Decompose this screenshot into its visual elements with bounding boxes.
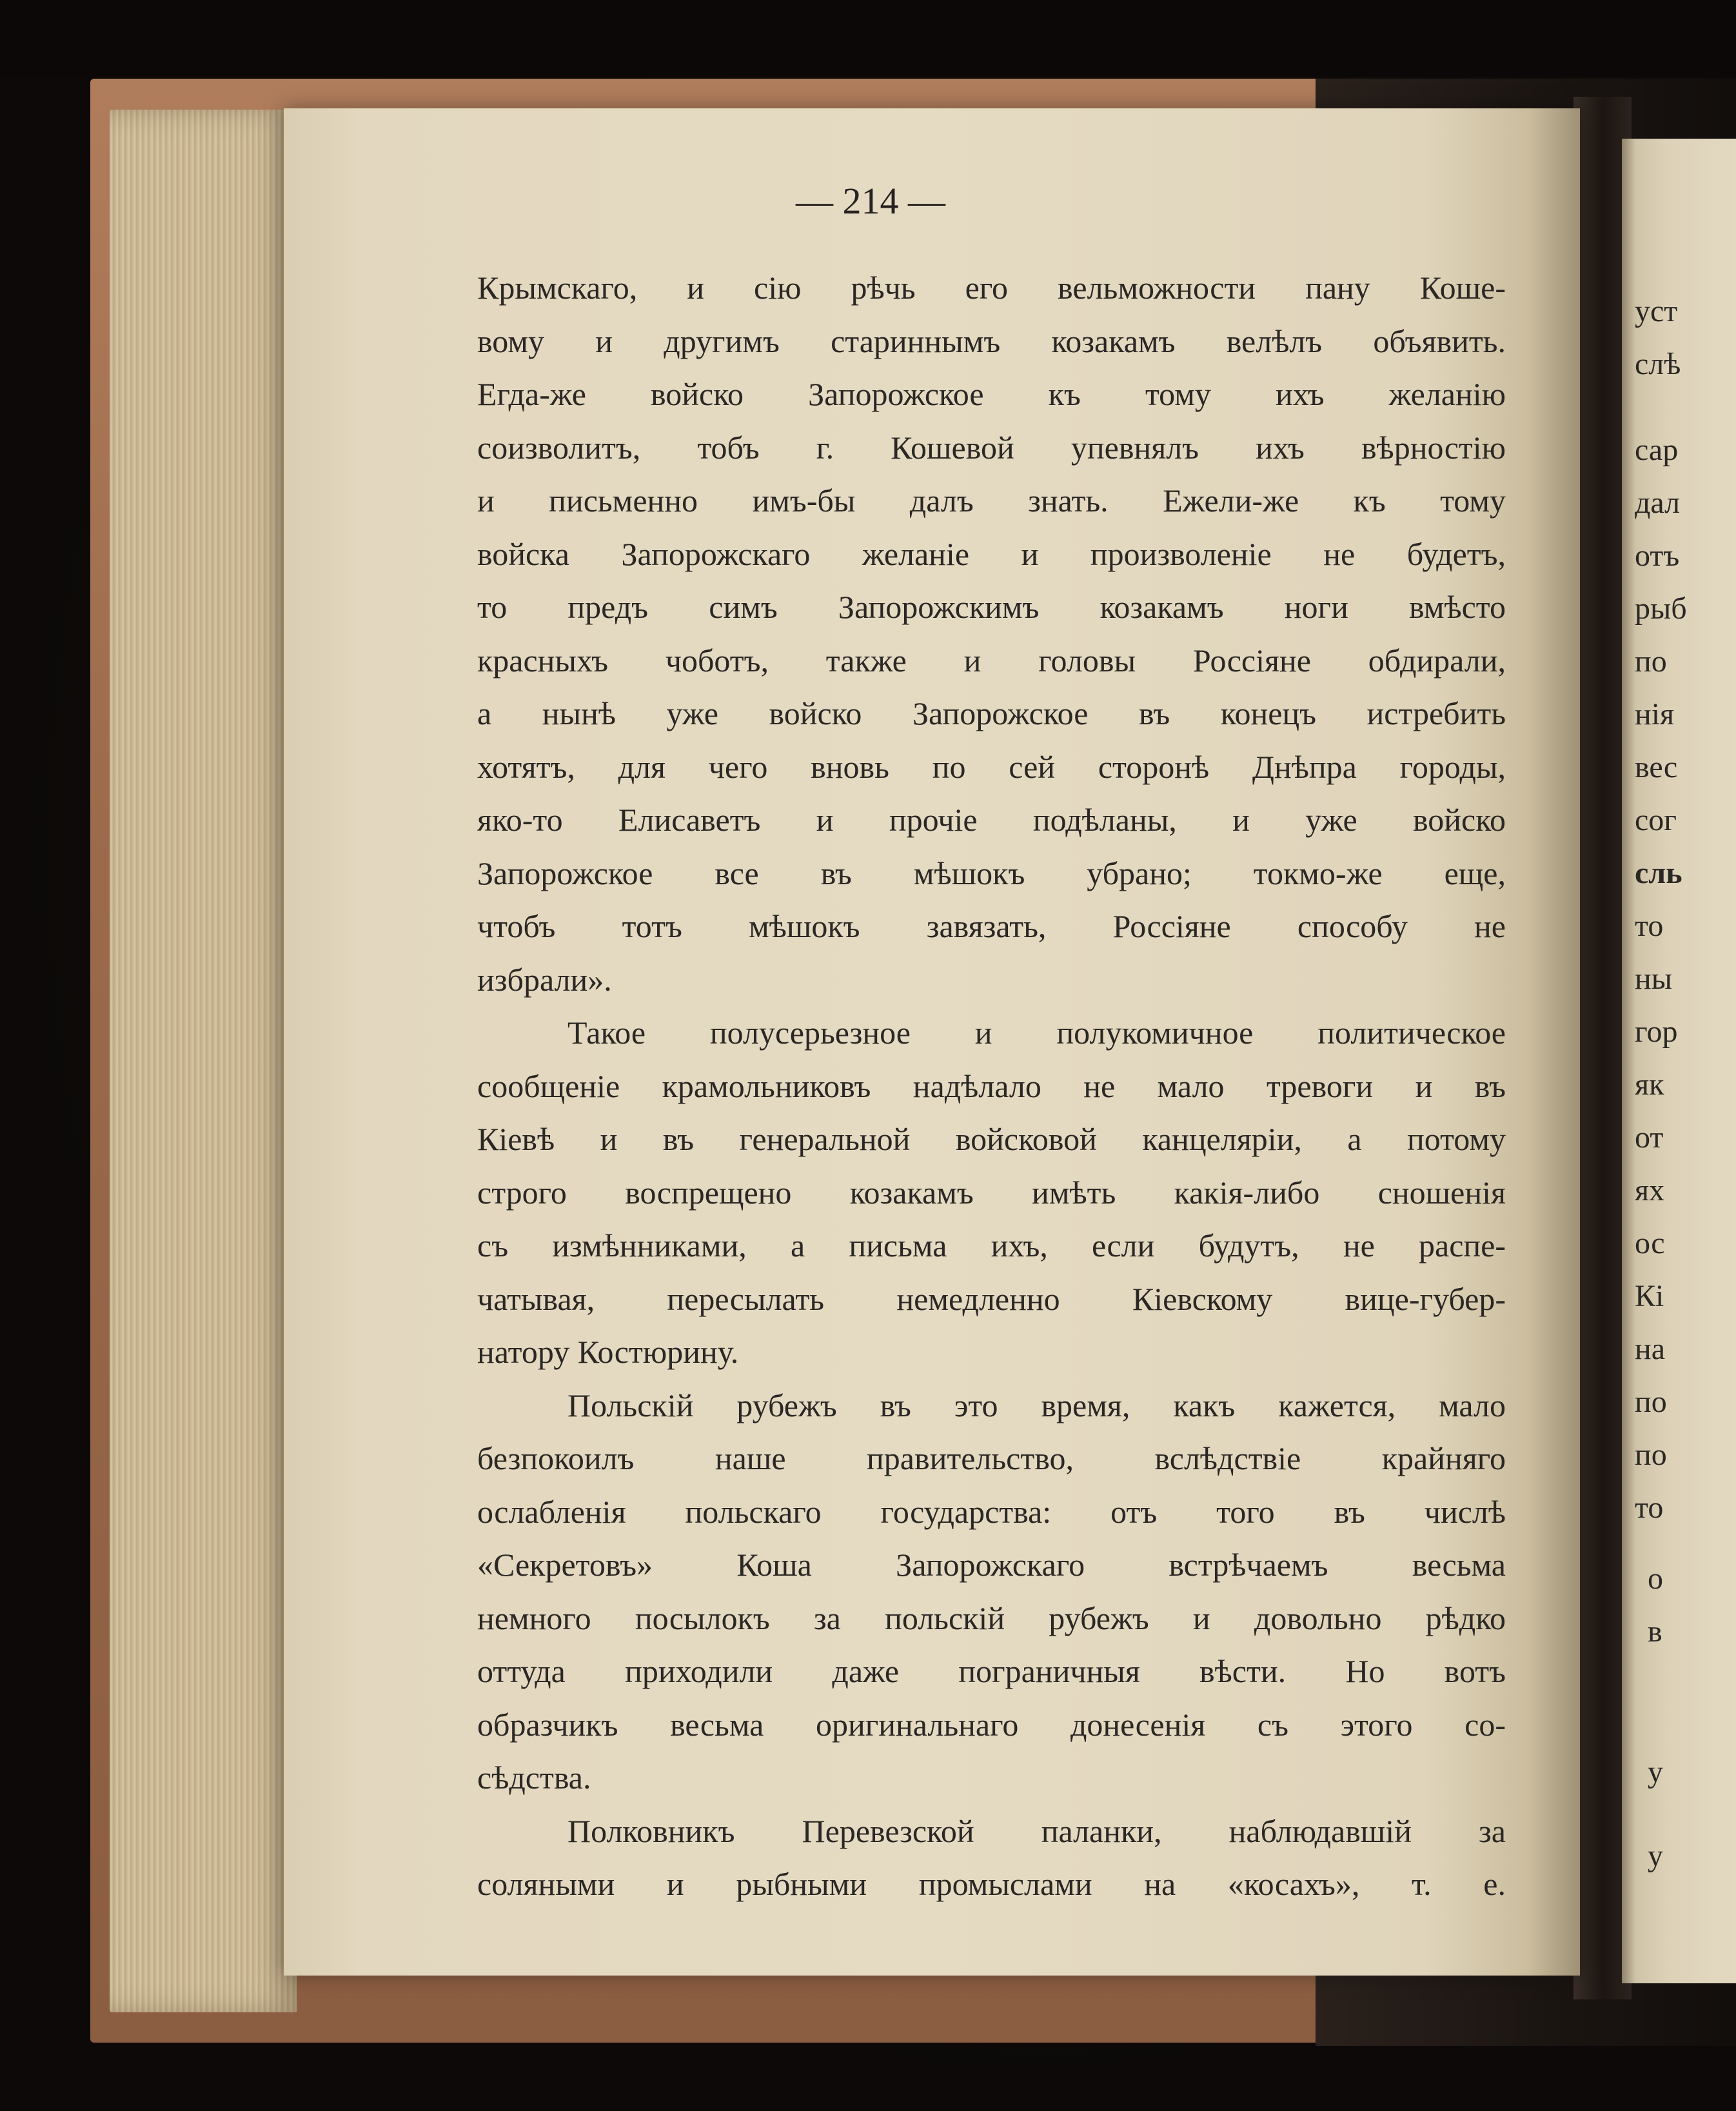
text-line: чатывая, пересылать немедленно Кіевскому вице-губер-: [477, 1280, 1506, 1317]
facing-page-fragment: ос: [1635, 1226, 1665, 1260]
facing-page-fragment: то: [1635, 909, 1664, 943]
text-line: натору Костюрину.: [477, 1334, 739, 1370]
facing-page-fragment: по: [1635, 644, 1667, 679]
background-shadow: [0, 0, 1736, 77]
facing-page-fragment: слѣ: [1635, 347, 1681, 381]
text-line: Запорожское все въ мѣшокъ убрано; токмо-же еще,: [477, 855, 1506, 891]
facing-page-fragment: вес: [1635, 750, 1678, 784]
facing-page-fragment: о: [1648, 1561, 1663, 1596]
facing-page-fragment: у: [1648, 1755, 1663, 1789]
facing-page-fragment: дал: [1635, 486, 1681, 520]
text-line: войска Запорожскаго желаніе и произволеніе не будетъ,: [477, 535, 1506, 572]
facing-page-fragment: сар: [1635, 433, 1679, 467]
facing-page-fragment: гор: [1635, 1015, 1678, 1049]
text-line: сѣдства.: [477, 1759, 591, 1796]
right-page: [1622, 139, 1736, 1983]
text-line: Польскій рубежъ въ это время, какъ кажется, мало: [567, 1387, 1506, 1423]
facing-page-fragment: ях: [1635, 1173, 1665, 1207]
facing-page-fragment: в: [1648, 1614, 1662, 1649]
page-edges: [110, 110, 297, 2012]
text-line: вому и другимъ стариннымъ козакамъ велѣлъ объявить.: [477, 322, 1506, 359]
page-number: — 214 —: [796, 180, 945, 222]
facing-page-fragment: рыб: [1635, 591, 1687, 626]
text-line: оттуда приходили даже пограничныя вѣсти. Но вотъ: [477, 1653, 1506, 1689]
facing-page-fragment: на: [1635, 1332, 1665, 1366]
text-line: образчикъ весьма оригинальнаго донесенія съ этого со-: [477, 1706, 1506, 1743]
page-text: [477, 261, 1506, 1911]
facing-page-fragment: Кі: [1635, 1279, 1664, 1313]
text-line: и письменно имъ-бы далъ знать. Ежели-же къ тому: [477, 482, 1506, 519]
text-line: безпокоилъ наше правительство, вслѣдствіе крайняго: [477, 1440, 1506, 1476]
text-line: ослабленія польскаго государства: отъ того въ числѣ: [477, 1493, 1506, 1530]
facing-page-fragment: по: [1635, 1438, 1667, 1472]
text-line: Кіевѣ и въ генеральной войсковой канцеляріи, а потому: [477, 1121, 1506, 1157]
text-line: съ измѣнниками, а письма ихъ, если будутъ, не распе-: [477, 1227, 1506, 1264]
text-line: красныхъ чоботъ, также и головы Россіяне обдирали,: [477, 642, 1506, 679]
facing-page-fragment: нія: [1635, 697, 1675, 731]
facing-page-fragment: сог: [1635, 803, 1677, 837]
text-line: хотятъ, для чего вновь по сей сторонѣ Днѣпра городы,: [477, 748, 1506, 785]
facing-page-fragment: уст: [1635, 294, 1678, 328]
text-line: избрали».: [477, 961, 612, 998]
facing-page-fragment: то: [1635, 1491, 1664, 1525]
facing-page-fragment: по: [1635, 1385, 1667, 1419]
text-line: Крымскаго, и сію рѣчь его вельможности пану Коше-: [477, 270, 1506, 306]
text-line: Егда-же войско Запорожское къ тому ихъ желанію: [477, 376, 1506, 412]
facing-page-fragment: ны: [1635, 962, 1672, 996]
facing-page-fragment: от: [1635, 1120, 1664, 1155]
text-line: строго воспрещено козакамъ имѣть какія-либо сношенія: [477, 1174, 1506, 1211]
text-line: соляными и рыбными промыслами на «косахъ», т. е.: [477, 1866, 1506, 1902]
text-line: сообщеніе крамольниковъ надѣлало не мало тревоги и въ: [477, 1067, 1506, 1104]
facing-page-fragment: сль: [1635, 856, 1682, 890]
facing-page-fragment: отъ: [1635, 539, 1680, 573]
text-line: соизволитъ, тобъ г. Кошевой упевнялъ ихъ вѣрностію: [477, 429, 1506, 466]
facing-page-fragment: як: [1635, 1067, 1664, 1102]
text-line: немного посылокъ за польскій рубежъ и довольно рѣдко: [477, 1600, 1506, 1636]
text-line: чтобъ тотъ мѣшокъ завязать, Россіяне способу не: [477, 908, 1506, 944]
text-line: то предъ симъ Запорожскимъ козакамъ ноги вмѣсто: [477, 589, 1506, 625]
text-line: «Секретовъ» Коша Запорожскаго встрѣчаемъ весьма: [477, 1547, 1506, 1583]
text-line: Такое полусерьезное и полукомичное политическое: [567, 1015, 1506, 1051]
text-line: яко-то Елисаветъ и прочіе подѣланы, и уже войско: [477, 802, 1506, 838]
text-line: а нынѣ уже войско Запорожское въ конецъ истребить: [477, 695, 1506, 731]
facing-page-fragment: у: [1648, 1839, 1663, 1873]
text-line: Полковникъ Перевезской паланки, наблюдавшій за: [567, 1812, 1506, 1849]
